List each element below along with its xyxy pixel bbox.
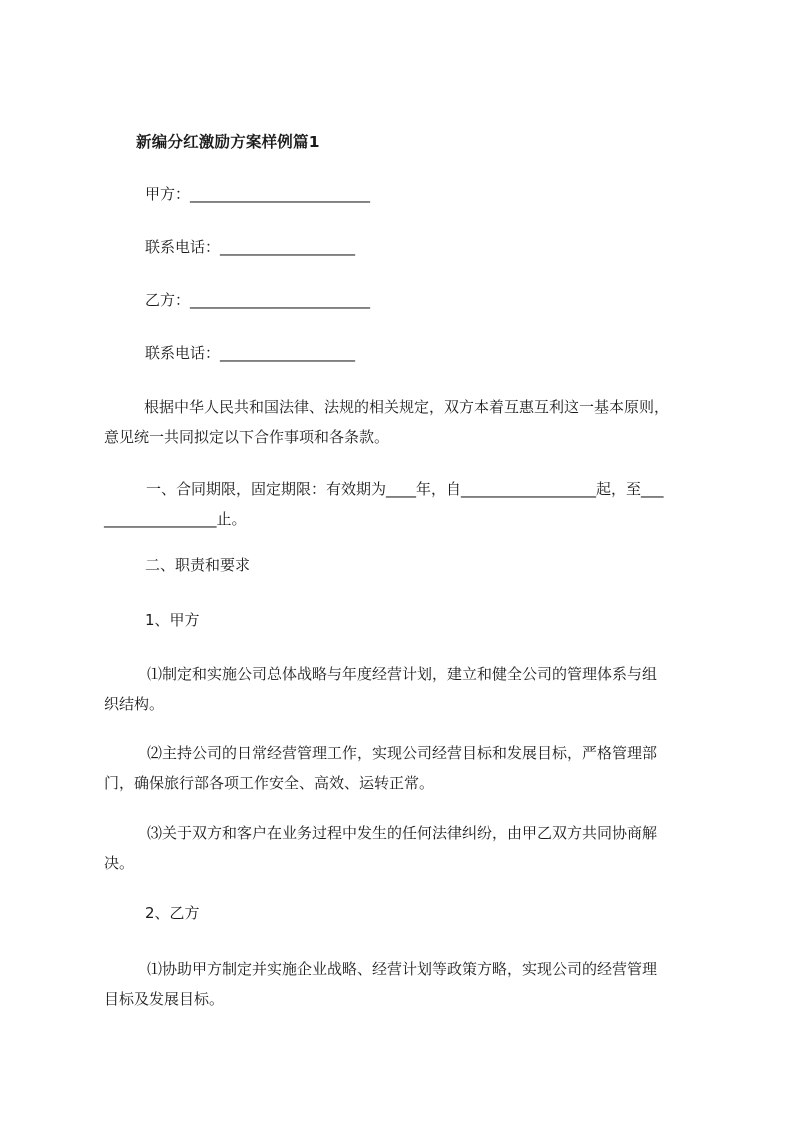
party-a-duty-2: [104, 738, 704, 798]
party-a-duty-3-line-2: 决。: [104, 854, 135, 872]
intro-paragraph: [104, 392, 704, 452]
party-a-phone-line: 联系电话：__________________: [145, 238, 356, 256]
clause-1-line-1: 一、合同期限，固定期限：有效期为____年，自__________________起，至___: [146, 480, 664, 498]
party-a-duty-3-line-1: ⑶关于双方和客户在业务过程中发生的任何法律纠纷，由甲乙双方共同协商解: [147, 824, 658, 842]
party-a-duty-1: [104, 659, 704, 719]
clause-2-heading: 二、职责和要求: [145, 556, 251, 574]
party-b-phone-line: 联系电话：__________________: [145, 344, 356, 362]
party-a-duty-2-line-2: 门，确保旅行部各项工作安全、高效、运转正常。: [104, 774, 435, 792]
clause-1-term: [104, 474, 704, 534]
party-a-duty-2-line-1: ⑵主持公司的日常经营管理工作，实现公司经营目标和发展目标，严格管理部: [147, 744, 658, 762]
intro-line-2: 意见统一共同拟定以下合作事项和各条款。: [104, 428, 390, 446]
party-a-duty-3: [104, 818, 704, 878]
party-b-line: 乙方：________________________: [145, 291, 371, 309]
party-b-duty-1-line-1: ⑴协助甲方制定并实施企业战略、经营计划等政策方略，实现公司的经营管理: [147, 960, 658, 978]
party-b-duty-1: [104, 954, 704, 1014]
party-b-duties-heading: 2、乙方: [145, 904, 200, 922]
party-a-duty-1-line-1: ⑴制定和实施公司总体战略与年度经营计划，建立和健全公司的管理体系与组: [147, 665, 658, 683]
party-a-line: 甲方：________________________: [145, 185, 371, 203]
party-b-duty-1-line-2: 目标及发展目标。: [104, 990, 225, 1008]
clause-1-line-2: _______________止。: [104, 510, 247, 528]
party-a-duties-heading: 1、甲方: [145, 611, 200, 629]
document-title: 新编分红激励方案样例篇1: [136, 133, 320, 151]
intro-line-1: 根据中华人民共和国法律、法规的相关规定，双方本着互惠互利这一基本原则，: [144, 398, 670, 416]
party-a-duty-1-line-2: 织结构。: [104, 695, 165, 713]
